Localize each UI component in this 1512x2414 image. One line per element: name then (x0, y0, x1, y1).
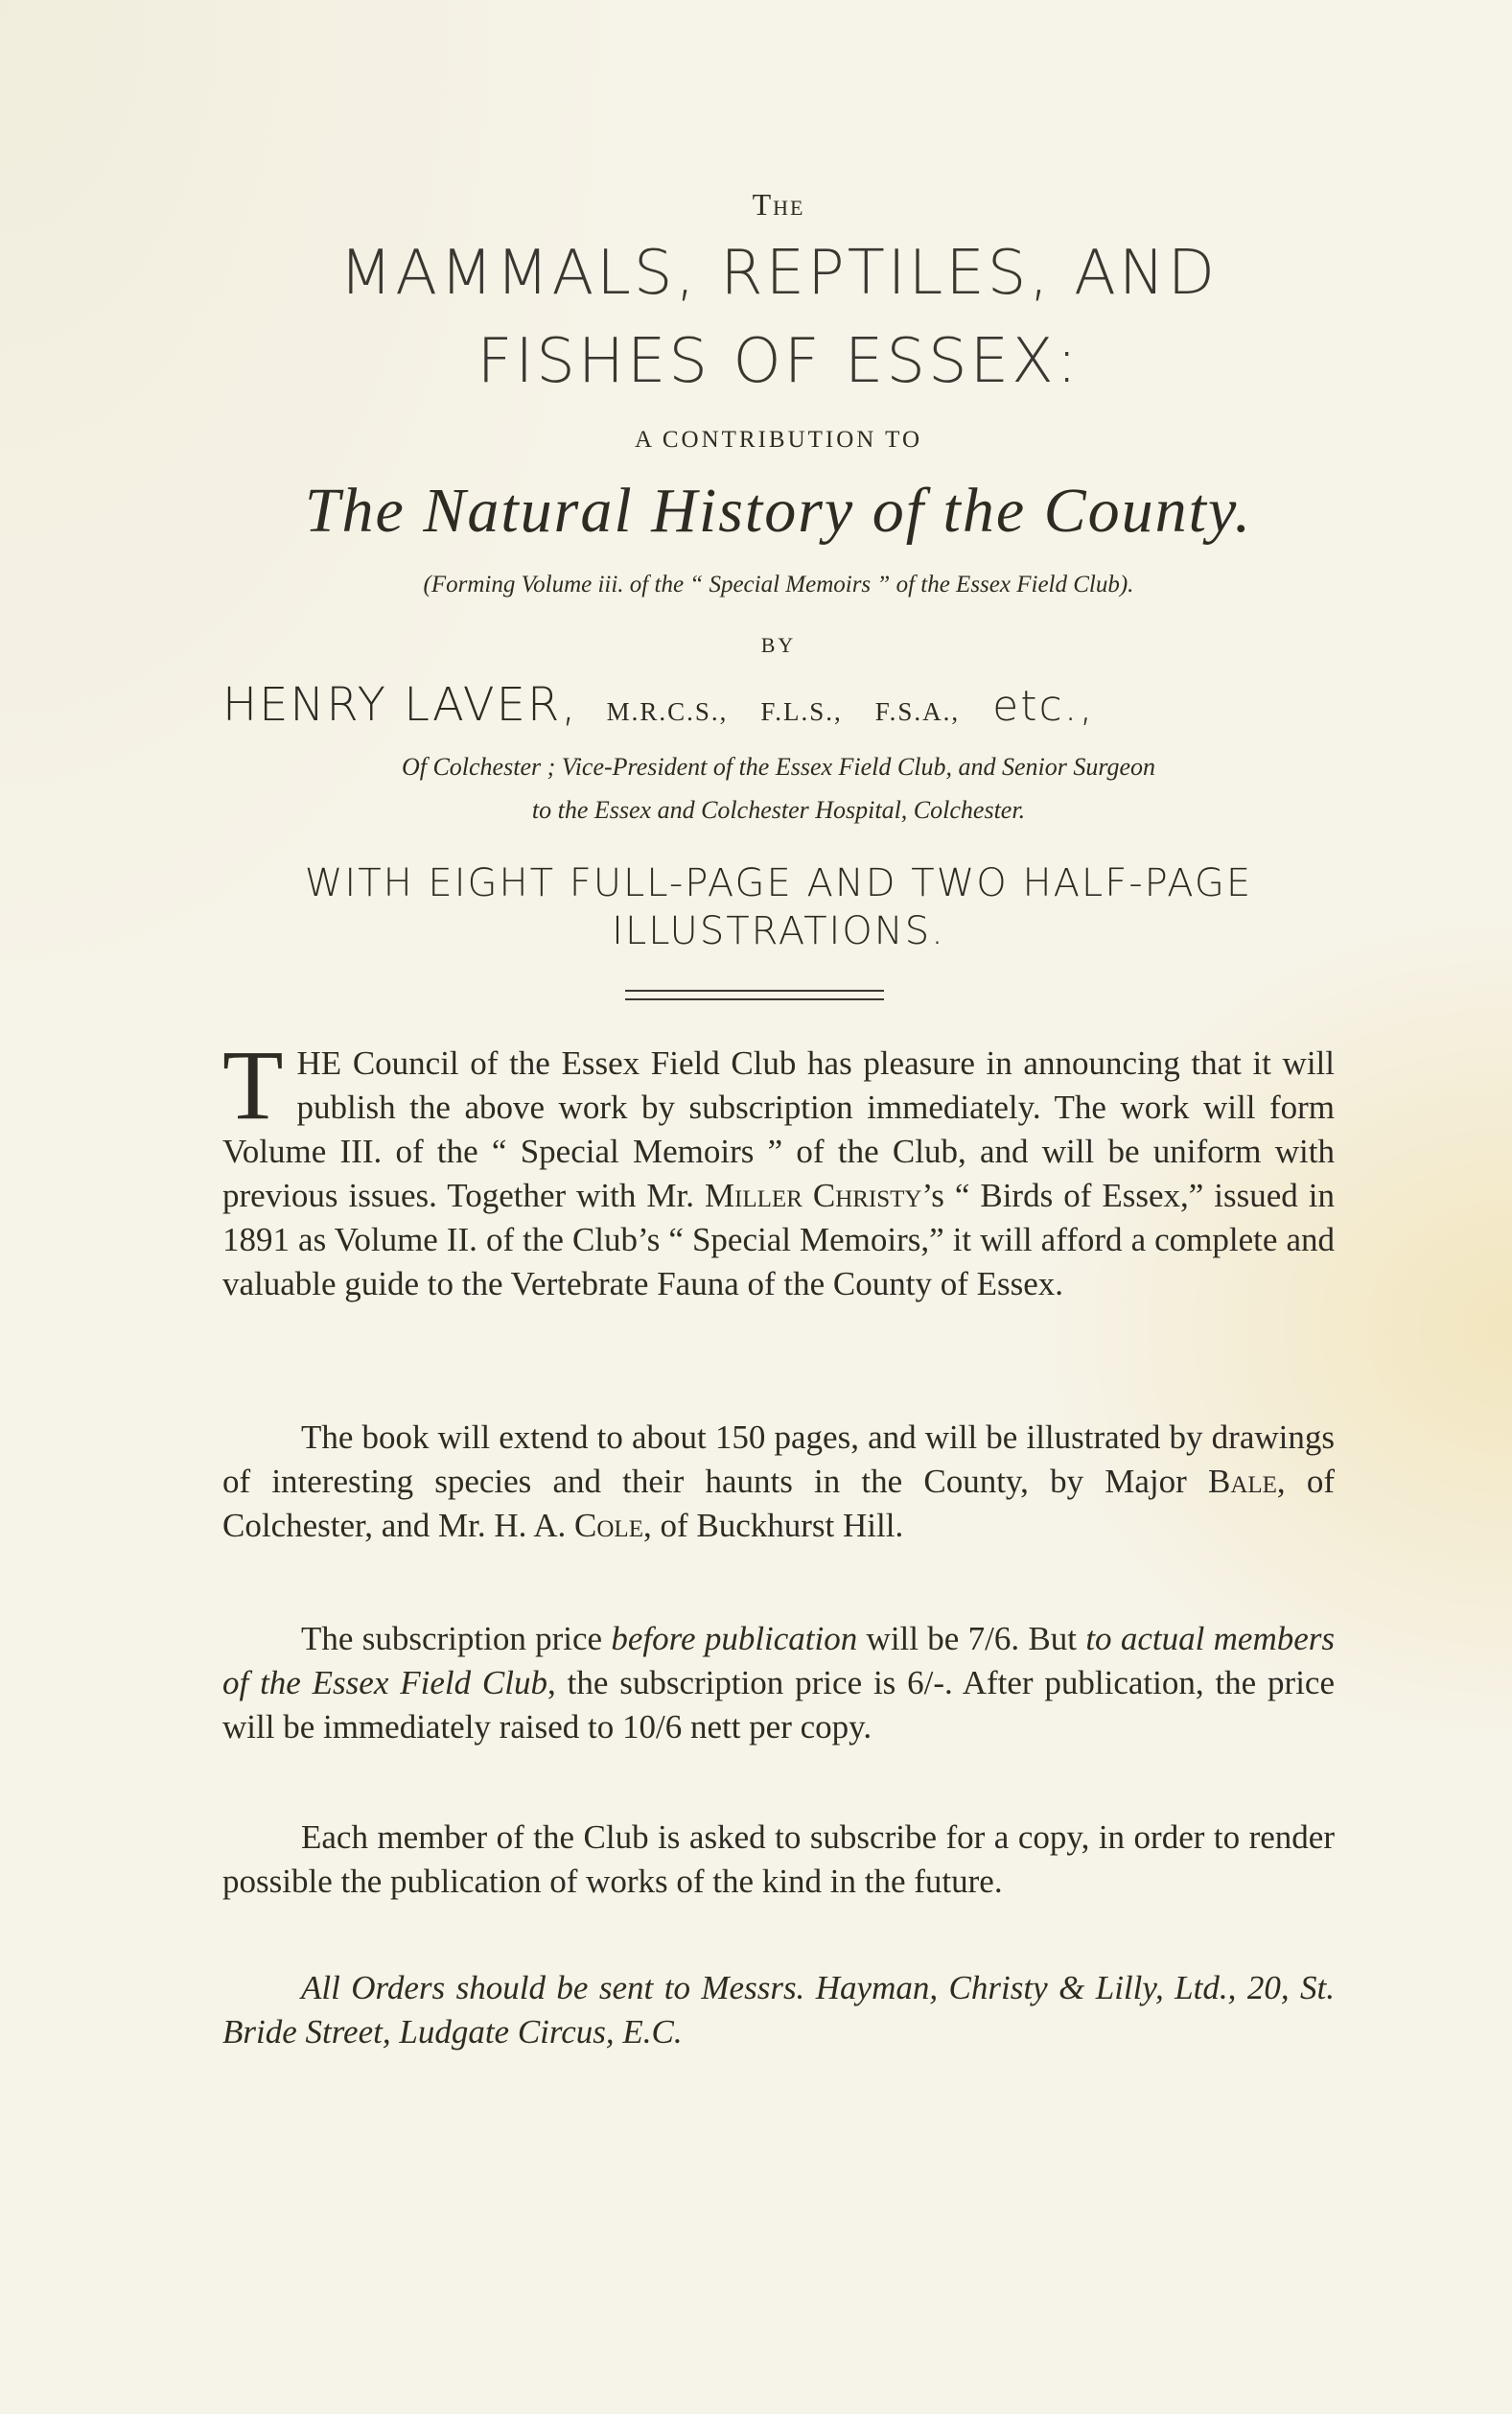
paragraph-3-text-a: The subscription price (301, 1620, 612, 1657)
paragraph-3-italic-2: to actual members of the Essex Field Club (222, 1620, 1335, 1701)
by-label: BY (760, 633, 797, 657)
paragraph-orders: All Orders should be sent to Messrs. Hayman, Christy & Lilly, Ltd., 20, St. Bride Street, Ludgate Circus, E.C. (222, 1969, 1335, 2051)
paragraph-2-name-1: Bale (1207, 1463, 1277, 1500)
illustrations-line-1: WITH EIGHT FULL-PAGE AND TWO HALF-PAGE (304, 861, 1253, 905)
author-affiliation-line-2: to the Essex and Colchester Hospital, Colchester. (531, 796, 1026, 824)
paragraph-3-text-c: , the subscription price is 6/-. After publication, the price will be immediately raised to 10/6 nett per copy. (222, 1664, 1335, 1746)
author-name: HENRY LAVER, (222, 678, 578, 732)
author-line (222, 678, 1335, 732)
author-degree-3: F.S.A., (874, 697, 961, 726)
paragraph-2-text-c: , of Buckhurst Hill. (642, 1507, 904, 1544)
paragraph-book-details (222, 1416, 1335, 1548)
title-line-1: MAMMALS, REPTILES, AND (339, 238, 1218, 309)
author-degree-2: F.L.S., (760, 697, 843, 726)
author-etc: etc., (992, 682, 1095, 731)
paragraph-2-text-b: , of Colchester, and Mr. H. A. (222, 1463, 1335, 1544)
paragraph-2-name-2: Cole (574, 1507, 643, 1544)
title-line-2: FISHES OF ESSEX: (477, 326, 1081, 397)
forming-note: (Forming Volume iii. of the “ Special Memoirs ” of the Essex Field Club). (423, 572, 1134, 598)
illustrations-line-2: ILLUSTRATIONS. (612, 909, 945, 953)
author-affiliation-line-1: Of Colchester ; Vice-President of the Essex Field Club, and Senior Surgeon (401, 753, 1156, 781)
paragraph-3-text-b: will be 7/6. But (857, 1620, 1086, 1657)
paragraph-member-request: Each member of the Club is asked to subscribe for a copy, in order to render possible the publication of works of the kind in the future. (222, 1818, 1335, 1900)
drop-cap: T (222, 1030, 284, 1140)
subtitle: The Natural History of the County. (304, 476, 1253, 546)
paragraph-1-text-a: HE Council of the Essex Field Club has pleasure in announcing that it will publish the above work by subscription immediately. The work will form Volume III. of the “ Special Memoirs ” of the Club, and will be uniform with previous issues. Together with Mr. (222, 1044, 1335, 1214)
paragraph-1-name: Miller Christy (704, 1177, 922, 1214)
paragraph-1-text-b: ’s “ Birds of Essex,” issued in 1891 as Volume II. of the Club’s “ Special Memoirs,” it will afford a complete and valuable guide to the Vertebrate Fauna of the County of Essex. (222, 1177, 1335, 1302)
contribution-label: A CONTRIBUTION TO (634, 427, 923, 453)
paragraph-subscription-price (222, 1617, 1335, 1749)
author-degree-1: M.R.C.S., (606, 697, 729, 726)
the-label: The (752, 187, 805, 222)
paragraph-announcement (222, 1030, 1335, 1306)
paragraph-3-italic-1: before publication (611, 1620, 858, 1657)
double-rule-divider (625, 990, 884, 1000)
paragraph-2-text-a: The book will extend to about 150 pages, and will be illustrated by drawings of interesting species and their haunts in the County, by Major (222, 1418, 1335, 1500)
